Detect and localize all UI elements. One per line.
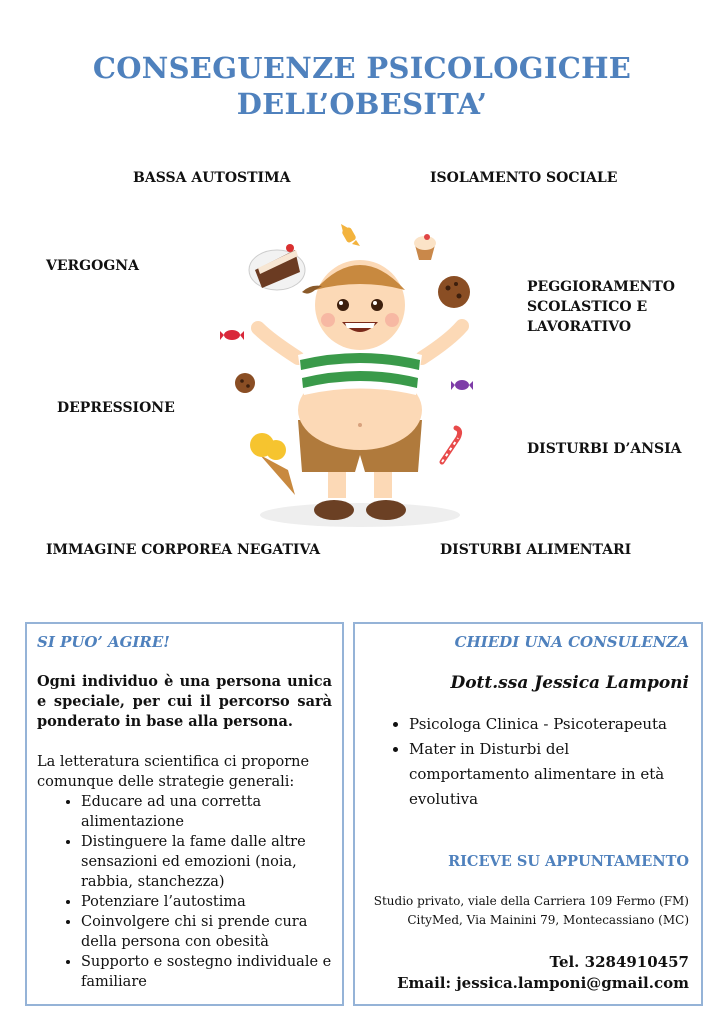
info-box-left xyxy=(25,622,344,1006)
consequence-bassa-autostima: BASSA AUTOSTIMA xyxy=(133,170,291,186)
qualification-item: • Psicologa Clinica - Psicoterapeuta xyxy=(409,712,689,737)
page-title xyxy=(0,50,724,122)
title-line-2: DELL’OBESITA’ xyxy=(236,87,488,121)
consequence-peggioramento-line-1: PEGGIORAMENTO xyxy=(527,279,675,295)
consequence-vergogna: VERGOGNA xyxy=(46,258,139,274)
consequence-peggioramento xyxy=(527,277,707,337)
left-box-intro: Ogni individuo è una persona unica e speciale, per cui il percorso sarà ponderato in base alla persona. xyxy=(37,673,332,730)
consequence-disturbi-alimentari: DISTURBI ALIMENTARI xyxy=(440,542,632,558)
cupcake-icon xyxy=(414,234,436,260)
doctor-name: Dott.ssa Jessica Lamponi xyxy=(450,673,689,693)
consequence-peggioramento-line-2: SCOLASTICO E xyxy=(527,299,648,315)
candy-cane-icon xyxy=(442,428,460,462)
right-box-heading: CHIEDI UNA CONSULENZA xyxy=(454,633,689,651)
strategy-list xyxy=(37,792,332,992)
qualification-list xyxy=(367,712,689,812)
consequence-peggioramento-line-3: LAVORATIVO xyxy=(527,319,632,335)
appointment-note: RICEVE SU APPUNTAMENTO xyxy=(448,853,689,870)
email-address[interactable]: Email: jessica.lamponi@gmail.com xyxy=(397,974,689,992)
strategy-item: • Potenziare l’autostima xyxy=(81,892,332,912)
small-cookie-icon xyxy=(235,373,255,393)
strategy-item: • Distinguere la fame dalle altre sensazioni ed emozioni (noia, rabbia, stanchezza) xyxy=(81,832,332,892)
strategy-item: • Supporto e sostegno individuale e familiare xyxy=(81,952,332,992)
cookie-icon xyxy=(438,276,470,308)
info-box-right xyxy=(353,622,703,1006)
juggling-boy-illustration xyxy=(210,210,510,535)
left-box-paragraph: La letteratura scientifica ci proporne comunque delle strategie generali: xyxy=(37,754,310,790)
qualification-item: • Mater in Disturbi del comportamento alimentare in età evolutiva xyxy=(409,737,689,812)
left-box-heading: SI PUO’ AGIRE! xyxy=(37,633,170,651)
candy-left-icon xyxy=(220,330,244,340)
address-line-2: CityMed, Via Mainini 79, Montecassiano (MC) xyxy=(407,913,689,927)
contact-block xyxy=(367,952,689,994)
consequence-disturbi-ansia: DISTURBI D’ANSIA xyxy=(527,441,682,457)
consequence-isolamento-sociale: ISOLAMENTO SOCIALE xyxy=(430,170,618,186)
address-block xyxy=(367,892,689,930)
consequence-depressione: DEPRESSIONE xyxy=(57,400,175,416)
strategy-item: • Educare ad una corretta alimentazione xyxy=(81,792,332,832)
strategy-item: • Coinvolgere chi si prende cura della persona con obesità xyxy=(81,912,332,952)
address-line-1: Studio privato, viale della Carriera 109 Fermo (FM) xyxy=(373,894,689,908)
ice-cream-icon xyxy=(250,433,295,495)
candy-purple-icon xyxy=(451,380,473,390)
consequence-immagine-corporea: IMMAGINE CORPOREA NEGATIVA xyxy=(46,542,321,558)
cake-icon xyxy=(249,244,305,290)
candy-icon xyxy=(341,224,360,246)
title-line-1: CONSEGUENZE PSICOLOGICHE xyxy=(92,51,632,85)
phone-number[interactable]: Tel. 3284910457 xyxy=(549,953,689,971)
